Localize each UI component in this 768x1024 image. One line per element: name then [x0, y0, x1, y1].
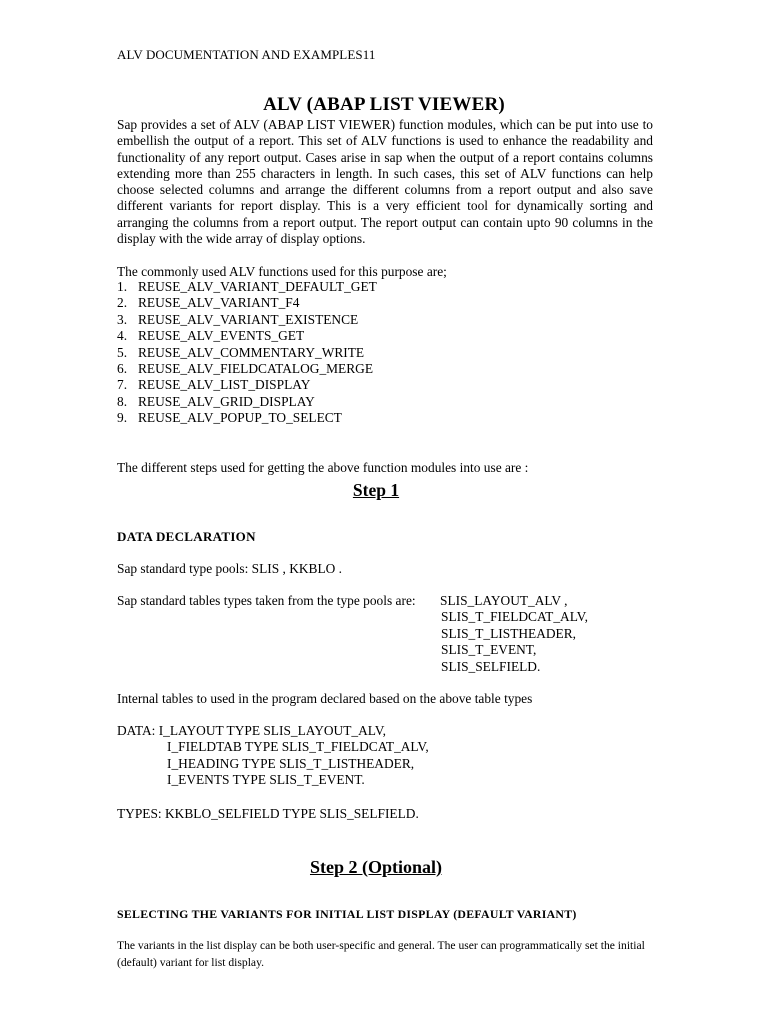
list-item	[117, 361, 377, 377]
list-item-name: REUSE_ALV_VARIANT_DEFAULT_GET	[138, 279, 377, 294]
list-item-name: REUSE_ALV_LIST_DISPLAY	[138, 377, 311, 393]
table-types-list	[440, 593, 588, 675]
list-item-name: REUSE_ALV_VARIANT_EXISTENCE	[138, 311, 359, 327]
list-item	[117, 394, 377, 410]
list-item-number: 8.	[117, 393, 128, 409]
list-item-name: REUSE_ALV_COMMENTARY_WRITE	[138, 344, 365, 360]
table-type-item: SLIS_LAYOUT_ALV ,	[440, 593, 568, 608]
list-item-number: 9.	[117, 410, 128, 426]
list-item	[117, 312, 377, 328]
internal-tables-intro: Internal tables to used in the program declared based on the above table types	[117, 691, 533, 706]
document-title: ALV (ABAP LIST VIEWER)	[263, 94, 505, 115]
step-1-subheading: DATA DECLARATION	[117, 529, 256, 544]
step-2-subheading: SELECTING THE VARIANTS FOR INITIAL LIST DISPLAY (DEFAULT VARIANT)	[117, 907, 577, 921]
table-type-item: SLIS_SELFIELD.	[441, 658, 541, 674]
types-declaration: TYPES: KKBLO_SELFIELD TYPE SLIS_SELFIELD.	[117, 806, 419, 821]
list-item-number: 3.	[117, 311, 128, 327]
type-pools-line: Sap standard type pools: SLIS , KKBLO .	[117, 561, 343, 576]
data-declaration-code	[117, 723, 429, 789]
list-item	[117, 377, 377, 393]
page-header: ALV DOCUMENTATION AND EXAMPLES11	[117, 47, 376, 62]
list-item-number: 4.	[117, 328, 128, 344]
list-item	[117, 279, 377, 295]
list-item-name: REUSE_ALV_VARIANT_F4	[138, 295, 300, 311]
steps-intro: The different steps used for getting the above function modules into use are :	[117, 460, 529, 475]
list-item-name: REUSE_ALV_GRID_DISPLAY	[138, 393, 315, 409]
intro-paragraph: Sap provides a set of ALV (ABAP LIST VIEWER) function modules, which can be put into use to embellish the output of a report. This set of ALV functions is used to enhance the readability and functionality of any report output. Cases arise in sap when the output of a report contains columns extending more than 255 characters in length. In such cases, this set of ALV functions can help choose selected columns and arrange the different columns from a report output and also save different variants for report display. This is a very efficient tool for dynamically sorting and arranging the columns from a report output. The report output can contain upto 90 columns in the display with the wide array of display options.	[117, 117, 653, 247]
list-item-number: 5.	[117, 344, 128, 360]
function-list	[117, 279, 377, 427]
table-type-item: SLIS_T_FIELDCAT_ALV,	[441, 609, 588, 625]
step-2-paragraph: The variants in the list display can be both user-specific and general. The user can programmatically set the initial (default) variant for list display.	[117, 939, 645, 969]
functions-intro: The commonly used ALV functions used for this purpose are;	[117, 264, 447, 279]
code-line: DATA: I_LAYOUT TYPE SLIS_LAYOUT_ALV,	[117, 723, 386, 738]
list-item-name: REUSE_ALV_POPUP_TO_SELECT	[138, 410, 342, 426]
table-type-item: SLIS_T_LISTHEADER,	[441, 625, 577, 641]
list-item-number: 7.	[117, 377, 128, 393]
list-item	[117, 410, 377, 426]
list-item-number: 6.	[117, 361, 128, 377]
table-type-item: SLIS_T_EVENT,	[441, 642, 537, 658]
code-line: I_HEADING TYPE SLIS_T_LISTHEADER,	[167, 755, 415, 771]
list-item	[117, 328, 377, 344]
step-1-heading: Step 1	[352, 480, 400, 500]
table-types-label: Sap standard tables types taken from the type pools are:	[117, 593, 416, 608]
list-item-name: REUSE_ALV_EVENTS_GET	[138, 328, 305, 344]
step-2-heading: Step 2 (Optional)	[309, 857, 442, 877]
code-line: I_FIELDTAB TYPE SLIS_T_FIELDCAT_ALV,	[167, 739, 429, 755]
list-item-number: 1.	[117, 279, 128, 294]
list-item	[117, 345, 377, 361]
code-line: I_EVENTS TYPE SLIS_T_EVENT.	[167, 772, 365, 788]
list-item-number: 2.	[117, 295, 128, 311]
list-item	[117, 295, 377, 311]
list-item-name: REUSE_ALV_FIELDCATALOG_MERGE	[138, 361, 374, 377]
